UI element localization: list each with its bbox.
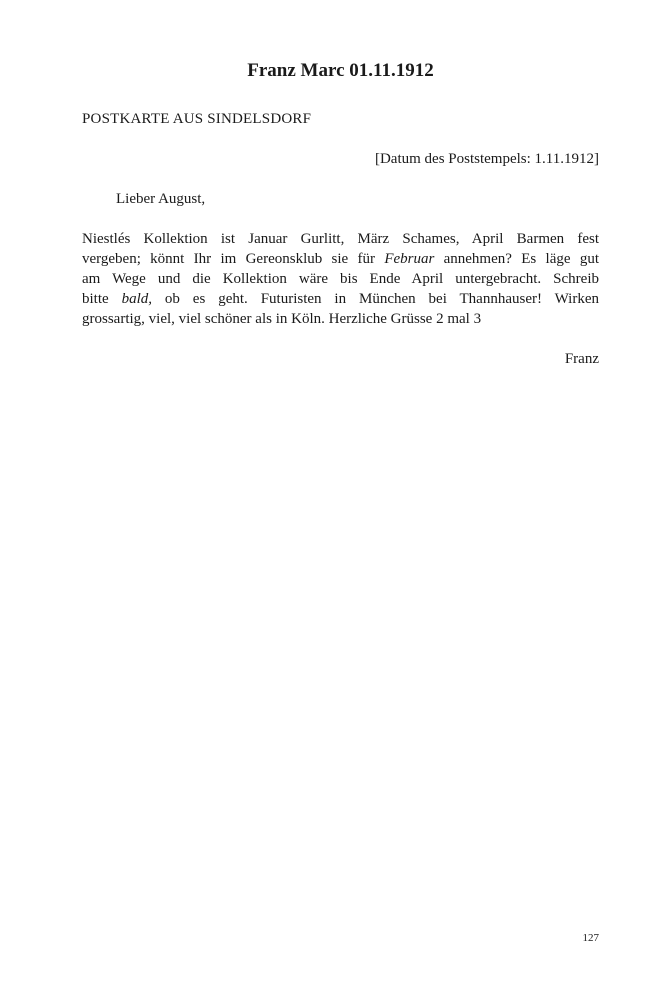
- body-line-text: annehmen? Es läge gut: [434, 251, 599, 267]
- salutation: Lieber August,: [116, 191, 206, 207]
- postmark-date-note: [Datum des Poststempels: 1.11.1912]: [374, 151, 599, 167]
- body-line: [82, 289, 599, 309]
- body-line-text: bitte: [82, 291, 122, 307]
- body-line-text: vergeben; könnt Ihr im Gereonsklub sie für: [82, 251, 385, 267]
- letter-title: Franz Marc 01.11.1912: [247, 60, 434, 81]
- body-line: [82, 269, 599, 289]
- body-line: [82, 229, 599, 249]
- page-number: 127: [582, 932, 599, 944]
- document-page: [82, 0, 599, 990]
- body-line-text: Niestlés Kollektion ist Januar Gurlitt, März Schames, April Barmen fest: [82, 231, 599, 247]
- document-type-heading: POSTKARTE AUS SINDELSDORF: [82, 111, 312, 127]
- signature: Franz: [564, 351, 599, 367]
- body-line: [82, 309, 599, 329]
- letter-body: [82, 229, 599, 329]
- body-line-text: am Wege und die Kollektion wäre bis Ende April untergebracht. Schreib: [82, 271, 599, 287]
- body-line: [82, 249, 599, 269]
- body-line-text: ob es geht. Futuristen in München bei Thannhauser! Wirken: [152, 291, 599, 307]
- emphasis-text: Februar: [384, 251, 435, 267]
- body-line-text: grossartig, viel, viel schöner als in Köln. Herzliche Grüsse 2 mal 3: [82, 311, 482, 327]
- emphasis-text: bald,: [121, 291, 152, 307]
